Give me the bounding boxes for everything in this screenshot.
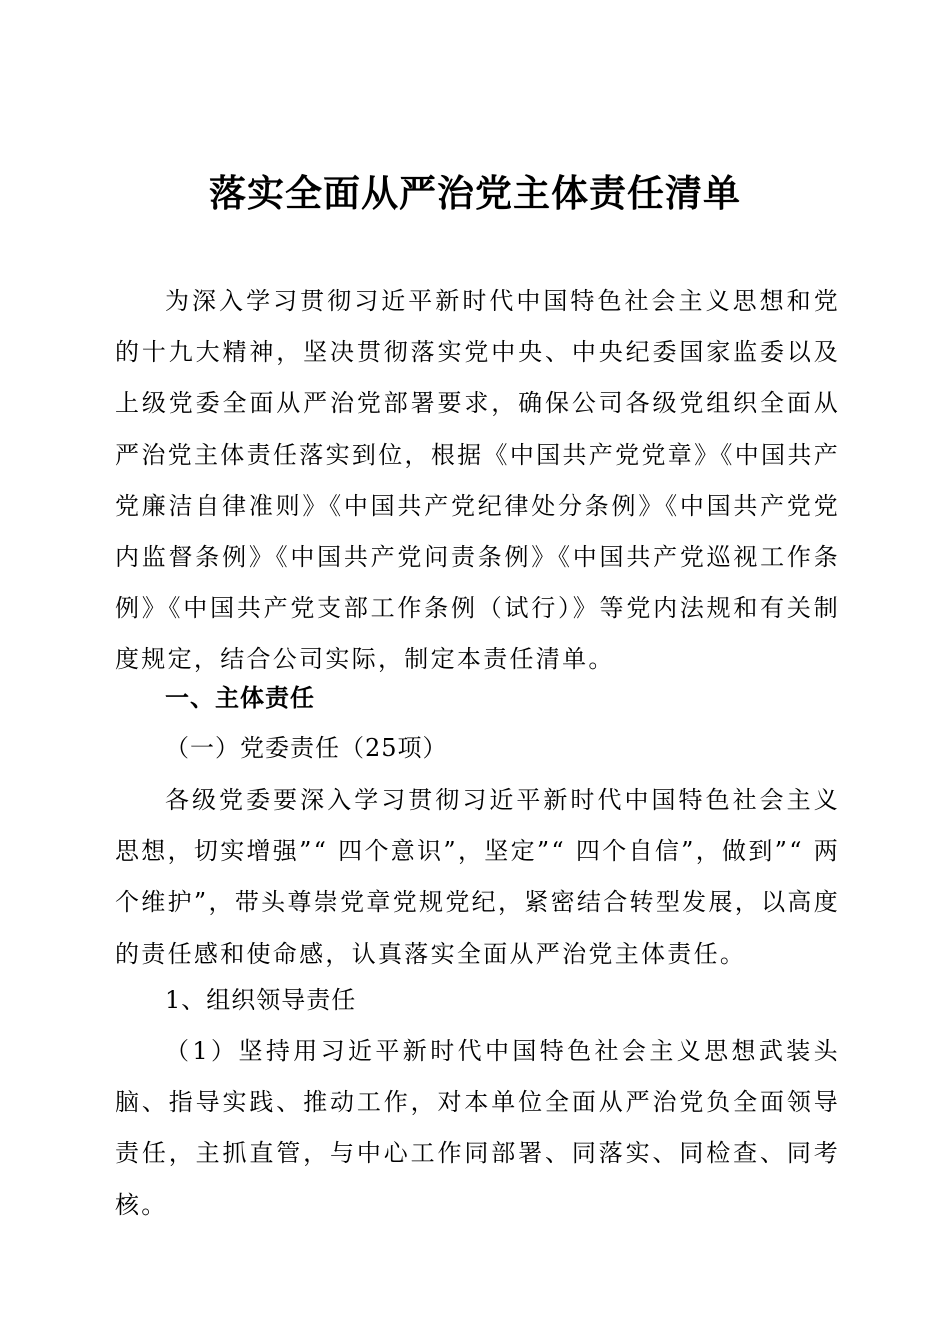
party-committee-paragraph: 各级党委要深入学习贯彻习近平新时代中国特色社会主义思想，切实增强”“ 四个意识”，坚定”“ 四个自信”，做到”“ 两个维护”，带头尊崇党章党规党纪，紧密结合转型发展，以高度的责任感和使命感，认真落实全面从严治党主体责任。 bbox=[115, 786, 840, 968]
document-title: 落实全面从严治党主体责任清单 bbox=[209, 171, 741, 215]
item-heading-organizational-leadership: 1、组织领导责任 bbox=[165, 986, 357, 1014]
section-heading-main-responsibility: 一、主体责任 bbox=[165, 683, 315, 712]
item-1-1-paragraph: （1）坚持用习近平新时代中国特色社会主义思想武装头脑、指导实践、推动工作，对本单位全面从严治党负全面领导责任，主抓直管，与中心工作同部署、同落实、同检查、同考核。 bbox=[115, 1037, 840, 1219]
intro-paragraph: 为深入学习贯彻习近平新时代中国特色社会主义思想和党的十九大精神，坚决贯彻落实党中央、中央纪委国家监委以及上级党委全面从严治党部署要求，确保公司各级党组织全面从严治党主体责任落实到位，根据《中国共产党党章》《中国共产党廉洁自律准则》《中国共产党纪律处分条例》《中国共产党党内监督条例》《中国共产党问责条例》《中国共产党巡视工作条例》《中国共产党支部工作条例（试行）》等党内法规和有关制度规定，结合公司实际，制定本责任清单。 bbox=[115, 287, 840, 674]
subsection-heading-party-committee: （一）党委责任（25项） bbox=[165, 734, 448, 762]
